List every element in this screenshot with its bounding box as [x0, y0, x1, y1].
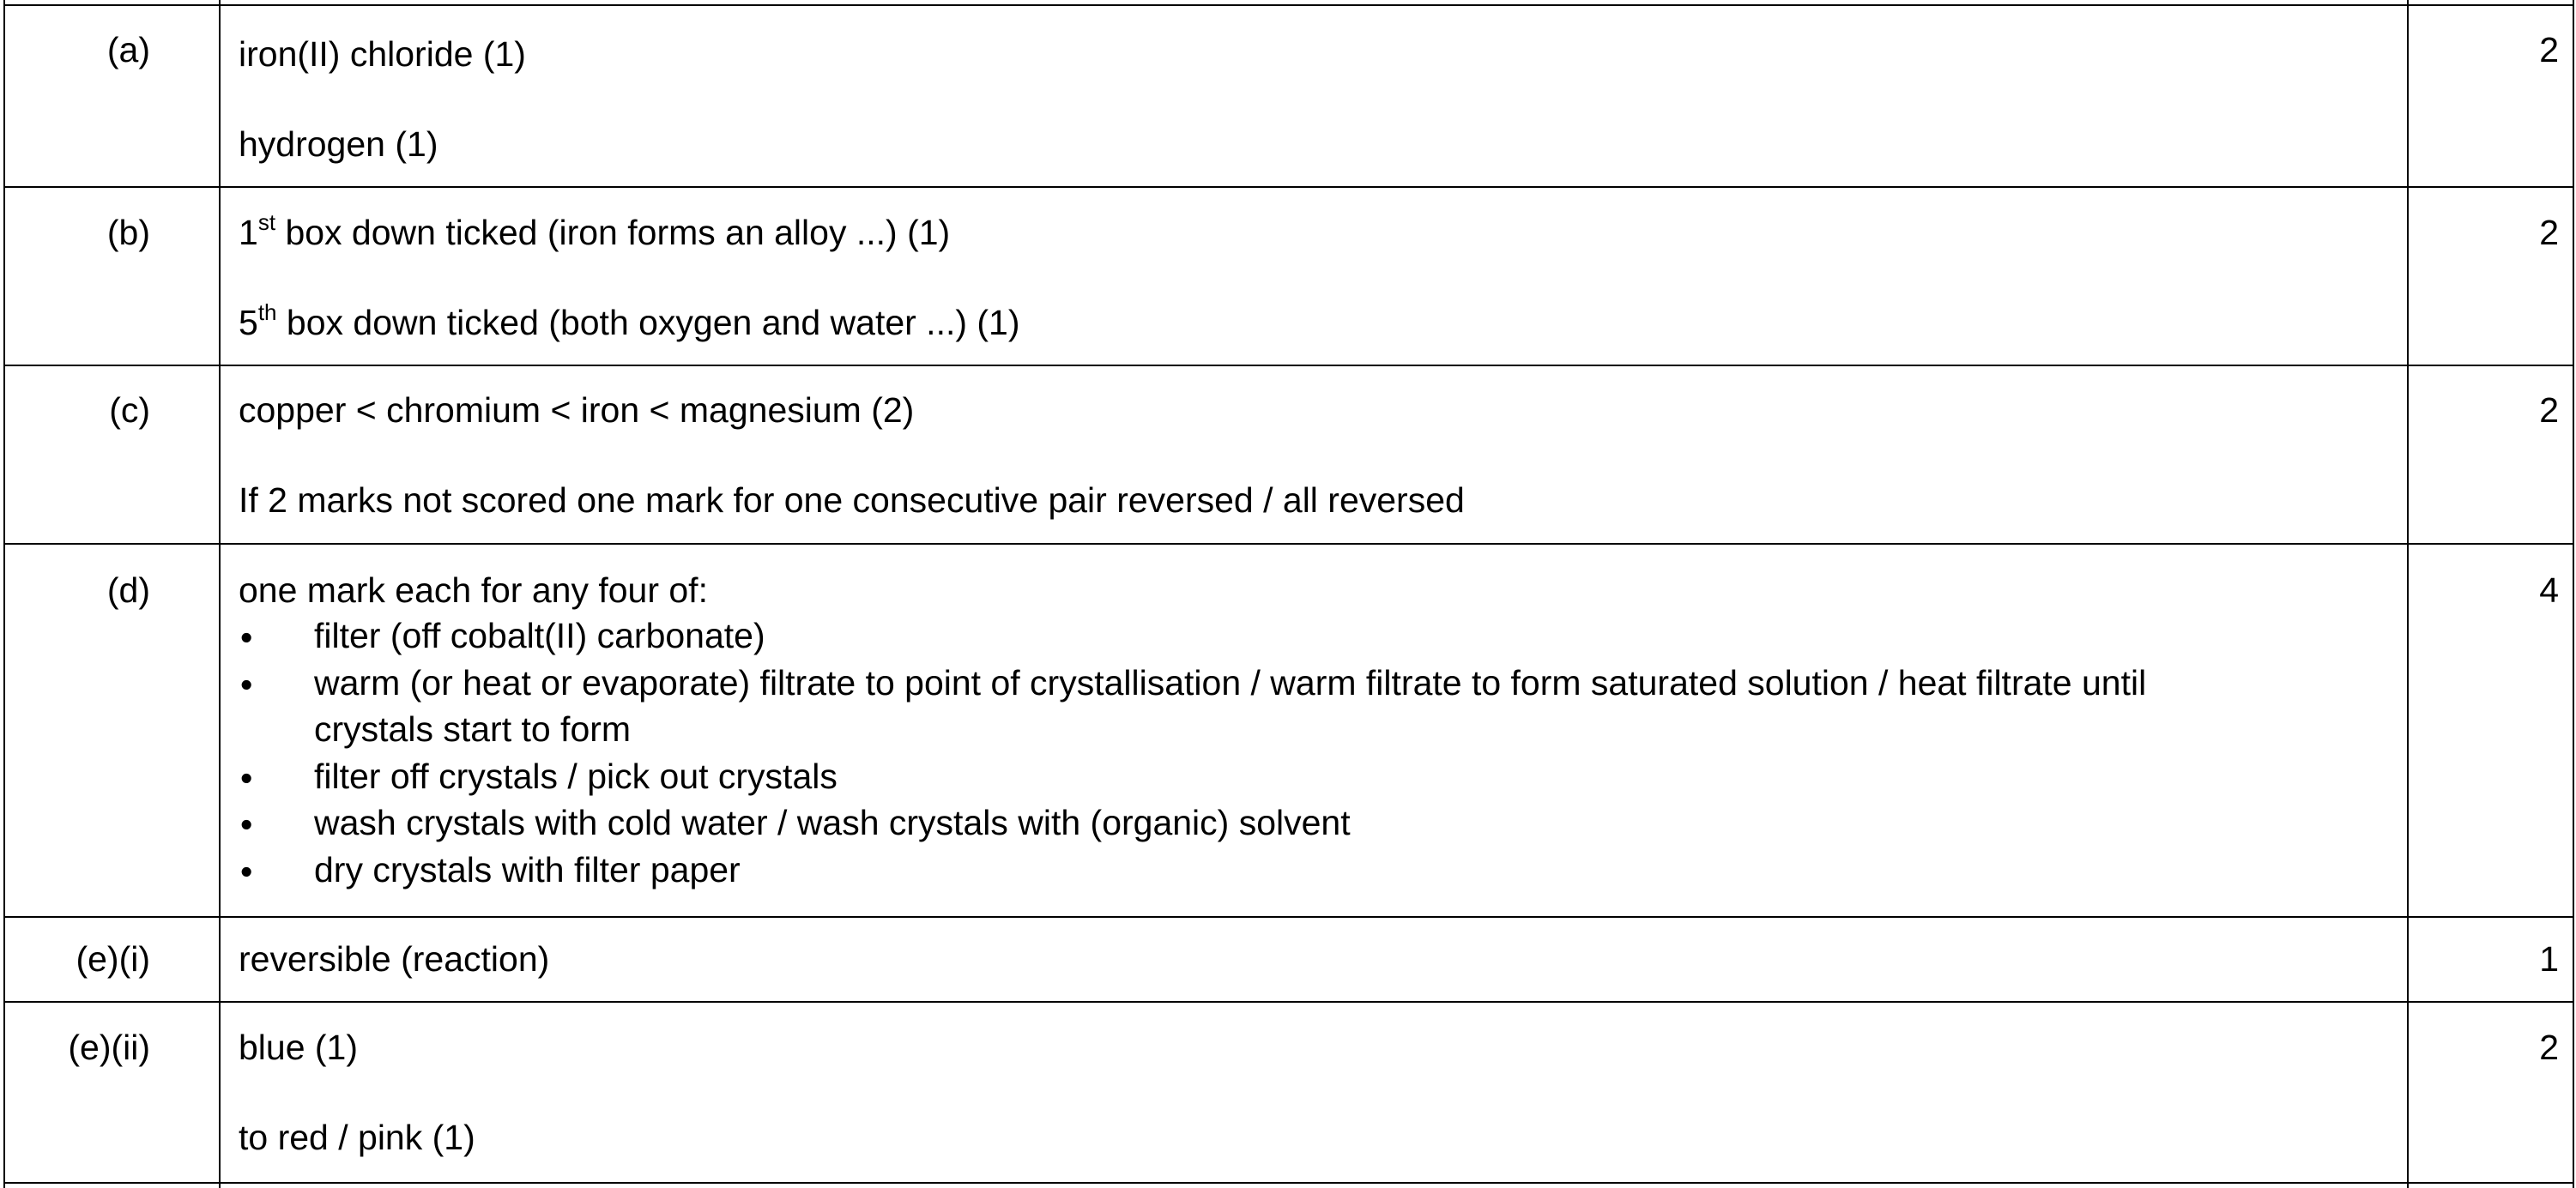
table-divider-label	[219, 0, 221, 1188]
bullet-item: wash crystals with cold water / wash crystals with (organic) solvent	[314, 803, 1351, 842]
bullet-item: dry crystals with filter paper	[314, 850, 741, 889]
row-divider	[3, 916, 2574, 918]
question-label: (b)	[106, 213, 150, 252]
answer-line: iron(II) chloride (1)	[239, 34, 526, 74]
answer-line: reversible (reaction)	[239, 939, 550, 979]
bullet-icon: •	[240, 618, 253, 657]
table-border-right	[2573, 0, 2574, 1188]
row-divider	[3, 365, 2574, 366]
table-divider-marks	[2407, 0, 2409, 1188]
answer-line: 5th box down ticked (both oxygen and water ...) (1)	[239, 299, 1020, 342]
question-label: (d)	[106, 570, 150, 610]
bullet-item: filter (off cobalt(II) carbonate)	[314, 616, 765, 655]
answer-intro: one mark each for any four of:	[239, 570, 708, 610]
question-label: (c)	[109, 390, 150, 430]
answer-line: blue (1)	[239, 1028, 359, 1067]
marks-value: 2	[2539, 30, 2559, 69]
answer-line: If 2 marks not scored one mark for one consecutive pair reversed / all reversed	[239, 480, 1465, 520]
row-divider	[3, 4, 2574, 6]
bullet-item: filter off crystals / pick out crystals	[314, 757, 838, 796]
bullet-icon: •	[240, 665, 253, 704]
marks-value: 2	[2539, 390, 2559, 430]
answer-line: copper < chromium < iron < magnesium (2)	[239, 390, 915, 430]
bullet-icon: •	[240, 805, 253, 844]
answer-line: hydrogen (1)	[239, 124, 438, 164]
bullet-icon: •	[240, 758, 253, 798]
row-divider	[3, 1001, 2574, 1003]
row-divider	[3, 1182, 2574, 1184]
question-label: (a)	[106, 30, 150, 69]
bullet-item-continuation: crystals start to form	[314, 709, 632, 749]
answer-line: to red / pink (1)	[239, 1118, 475, 1157]
marks-value: 2	[2539, 213, 2559, 252]
marks-value: 4	[2539, 570, 2559, 610]
bullet-icon: •	[240, 852, 253, 891]
question-label: (e)(i)	[76, 939, 150, 979]
answer-line: 1st box down ticked (iron forms an alloy ...) (1)	[239, 209, 951, 252]
question-label: (e)(ii)	[68, 1028, 150, 1067]
marks-value: 1	[2539, 939, 2559, 979]
row-divider	[3, 186, 2574, 188]
row-divider	[3, 543, 2574, 545]
bullet-item: warm (or heat or evaporate) filtrate to point of crystallisation / warm filtrate to form saturated solution / heat filtrate until	[314, 663, 2147, 703]
marks-value: 2	[2539, 1028, 2559, 1067]
